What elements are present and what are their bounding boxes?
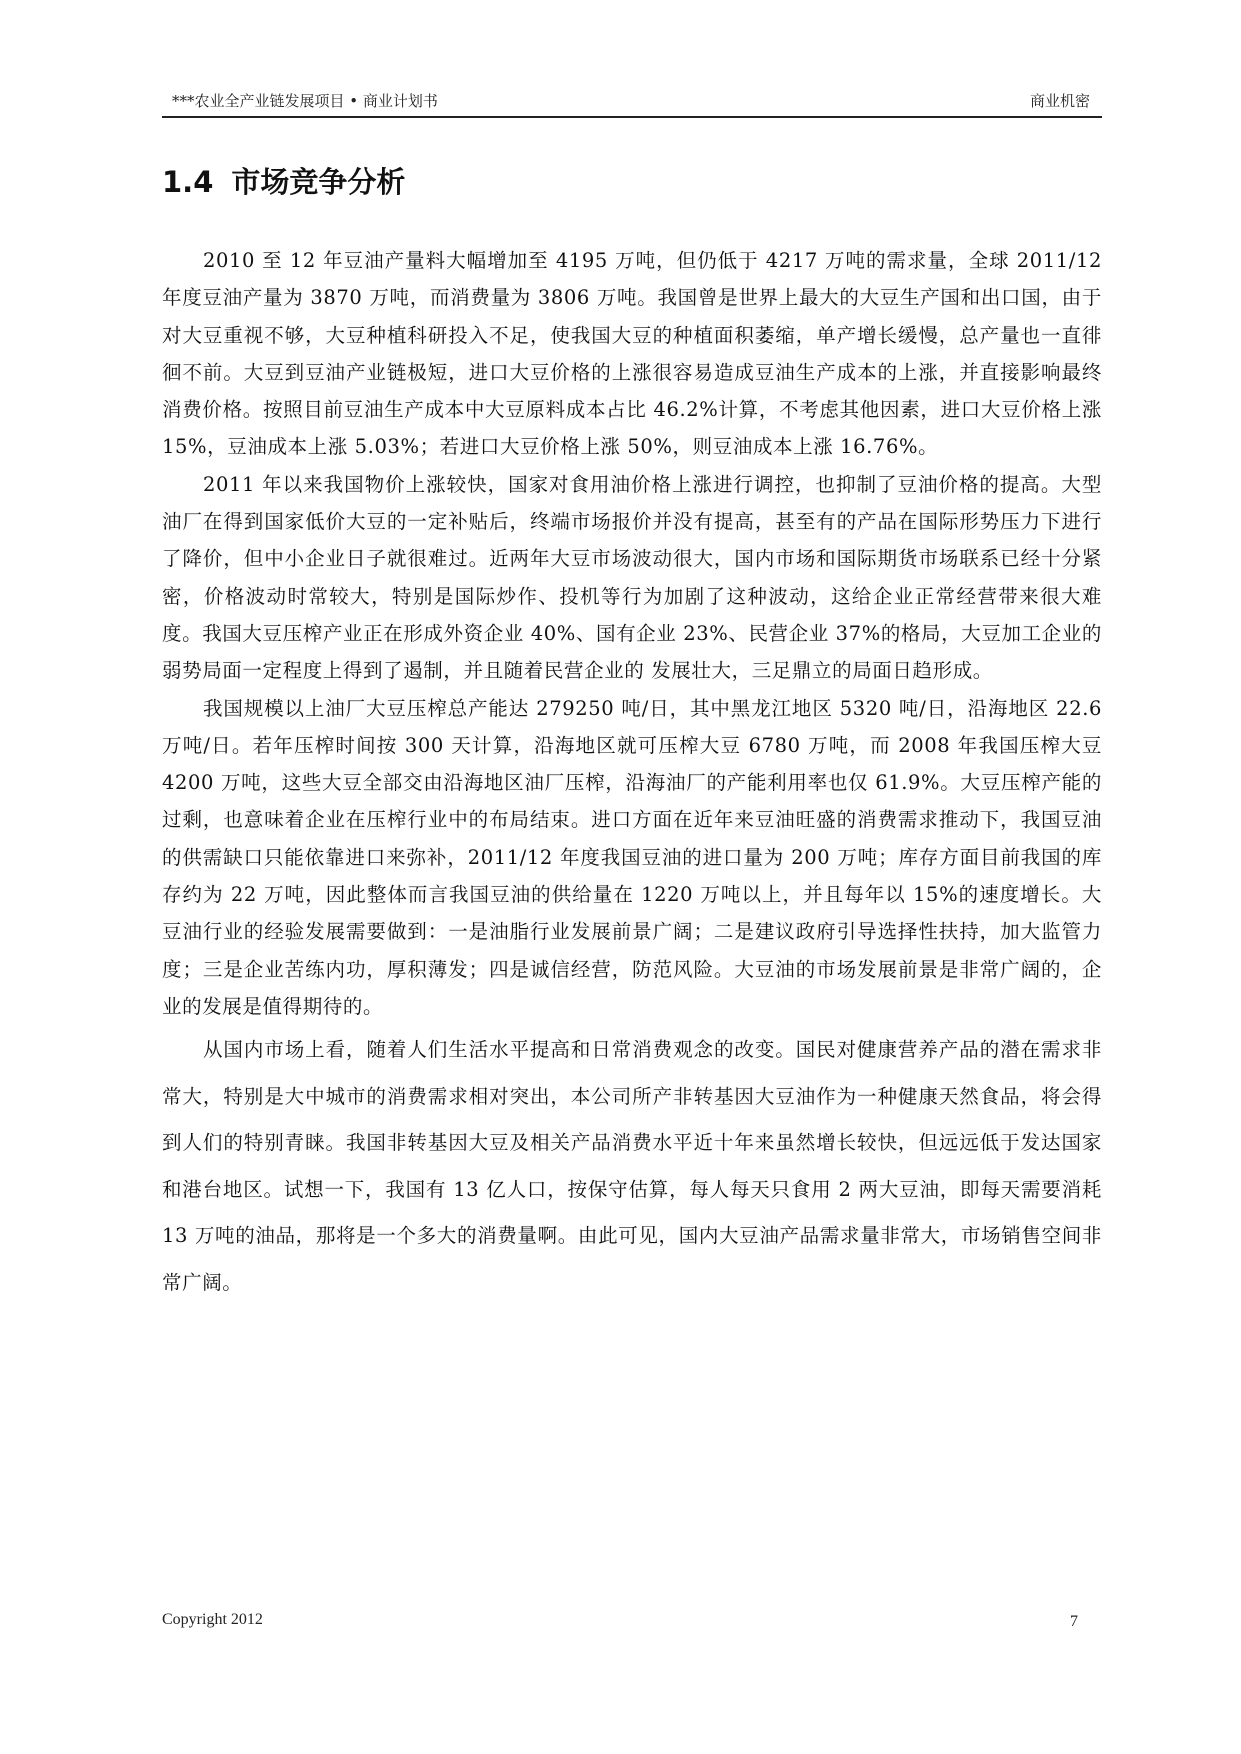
body-text xyxy=(162,242,1102,1306)
paragraph: 我国规模以上油厂大豆压榨总产能达 279250 吨/日，其中黑龙江地区 5320 吨/日，沿海地区 22.6 万吨/日。若年压榨时间按 300 天计算，沿海地区就可压榨大豆 6780 万吨，而 2008 年我国压榨大豆 4200 万吨，这些大豆全部交由沿海地区油厂压榨，沿海油厂的产能利用率也仅 61.9%。大豆压榨产能的过剩，也意味着企业在压榨行业中的布局结束。进口方面在近年来豆油旺盛的消费需求推动下，我国豆油的供需缺口只能依靠进口来弥补，2011/12 年度我国豆油的进口量为 200 万吨；库存方面目前我国的库存约为 22 万吨，因此整体而言我国豆油的供给量在 1220 万吨以上，并且每年以 15%的速度增长。大豆油行业的经验发展需要做到：一是油脂行业发展前景广阔；二是建议政府引导选择性扶持，加大监管力度；三是企业苦练内功，厚积薄发；四是诚信经营，防范风险。大豆油的市场发展前景是非常广阔的，企业的发展是值得期待的。 xyxy=(162,696,1102,1018)
copyright-text: Copyright 2012 xyxy=(162,1611,263,1628)
paragraph: 2010 至 12 年豆油产量料大幅增加至 4195 万吨，但仍低于 4217 万吨的需求量，全球 2011/12 年度豆油产量为 3870 万吨，而消费量为 3806 万吨。我国曾是世界上最大的大豆生产国和出口国，由于对大豆重视不够，大豆种植科研投入不足，使我国大豆的种植面积萎缩，单产增长缓慢，总产量也一直徘徊不前。大豆到豆油产业链极短，进口大豆价格的上涨很容易造成豆油生产成本的上涨，并直接影响最终消费价格。按照目前豆油生产成本中大豆原料成本占比 46.2%计算，不考虑其他因素，进口大豆价格上涨 15%，豆油成本上涨 5.03%；若进口大豆价格上涨 50%，则豆油成本上涨 16.76%。 xyxy=(162,249,1102,459)
paragraph: 从国内市场上看，随着人们生活水平提高和日常消费观念的改变。国民对健康营养产品的潜在需求非常大，特别是大中城市的消费需求相对突出，本公司所产非转基因大豆油作为一种健康天然食品，将会得到人们的特别青睐。我国非转基因大豆及相关产品消费水平近十年来虽然增长较快，但远远低于发达国家和港台地区。试想一下，我国有 13 亿人口，按保守估算，每人每天只食用 2 两大豆油，即每天需要消耗 13 万吨的油品，那将是一个多大的消费量啊。由此可见，国内大豆油产品需求量非常大，市场销售空间非常广阔。 xyxy=(162,1038,1102,1294)
paragraph: 2011 年以来我国物价上涨较快，国家对食用油价格上涨进行调控，也抑制了豆油价格的提高。大型油厂在得到国家低价大豆的一定补贴后，终端市场报价并没有提高，甚至有的产品在国际形势压力下进行了降价，但中小企业日子就很难过。近两年大豆市场波动很大，国内市场和国际期货市场联系已经十分紧密，价格波动时常较大，特别是国际炒作、投机等行为加剧了这种波动，这给企业正常经营带来很大难度。我国大豆压榨产业正在形成外资企业 40%、国有企业 23%、民营企业 37%的格局，大豆加工企业的弱势局面一定程度上得到了遏制，并且随着民营企业的 发展壮大，三足鼎立的局面日趋形成。 xyxy=(162,472,1102,683)
page-footer xyxy=(162,1611,1102,1635)
document-title: ***农业全产业链发展项目 • 商业计划书 xyxy=(172,92,438,110)
section-heading xyxy=(162,160,405,201)
page-header xyxy=(162,88,1102,118)
confidential-label: 商业机密 xyxy=(1029,92,1090,110)
section-title: 市场竞争分析 xyxy=(231,165,406,199)
section-number: 1.4 xyxy=(162,165,214,199)
page-number: 7 xyxy=(1070,1613,1078,1630)
